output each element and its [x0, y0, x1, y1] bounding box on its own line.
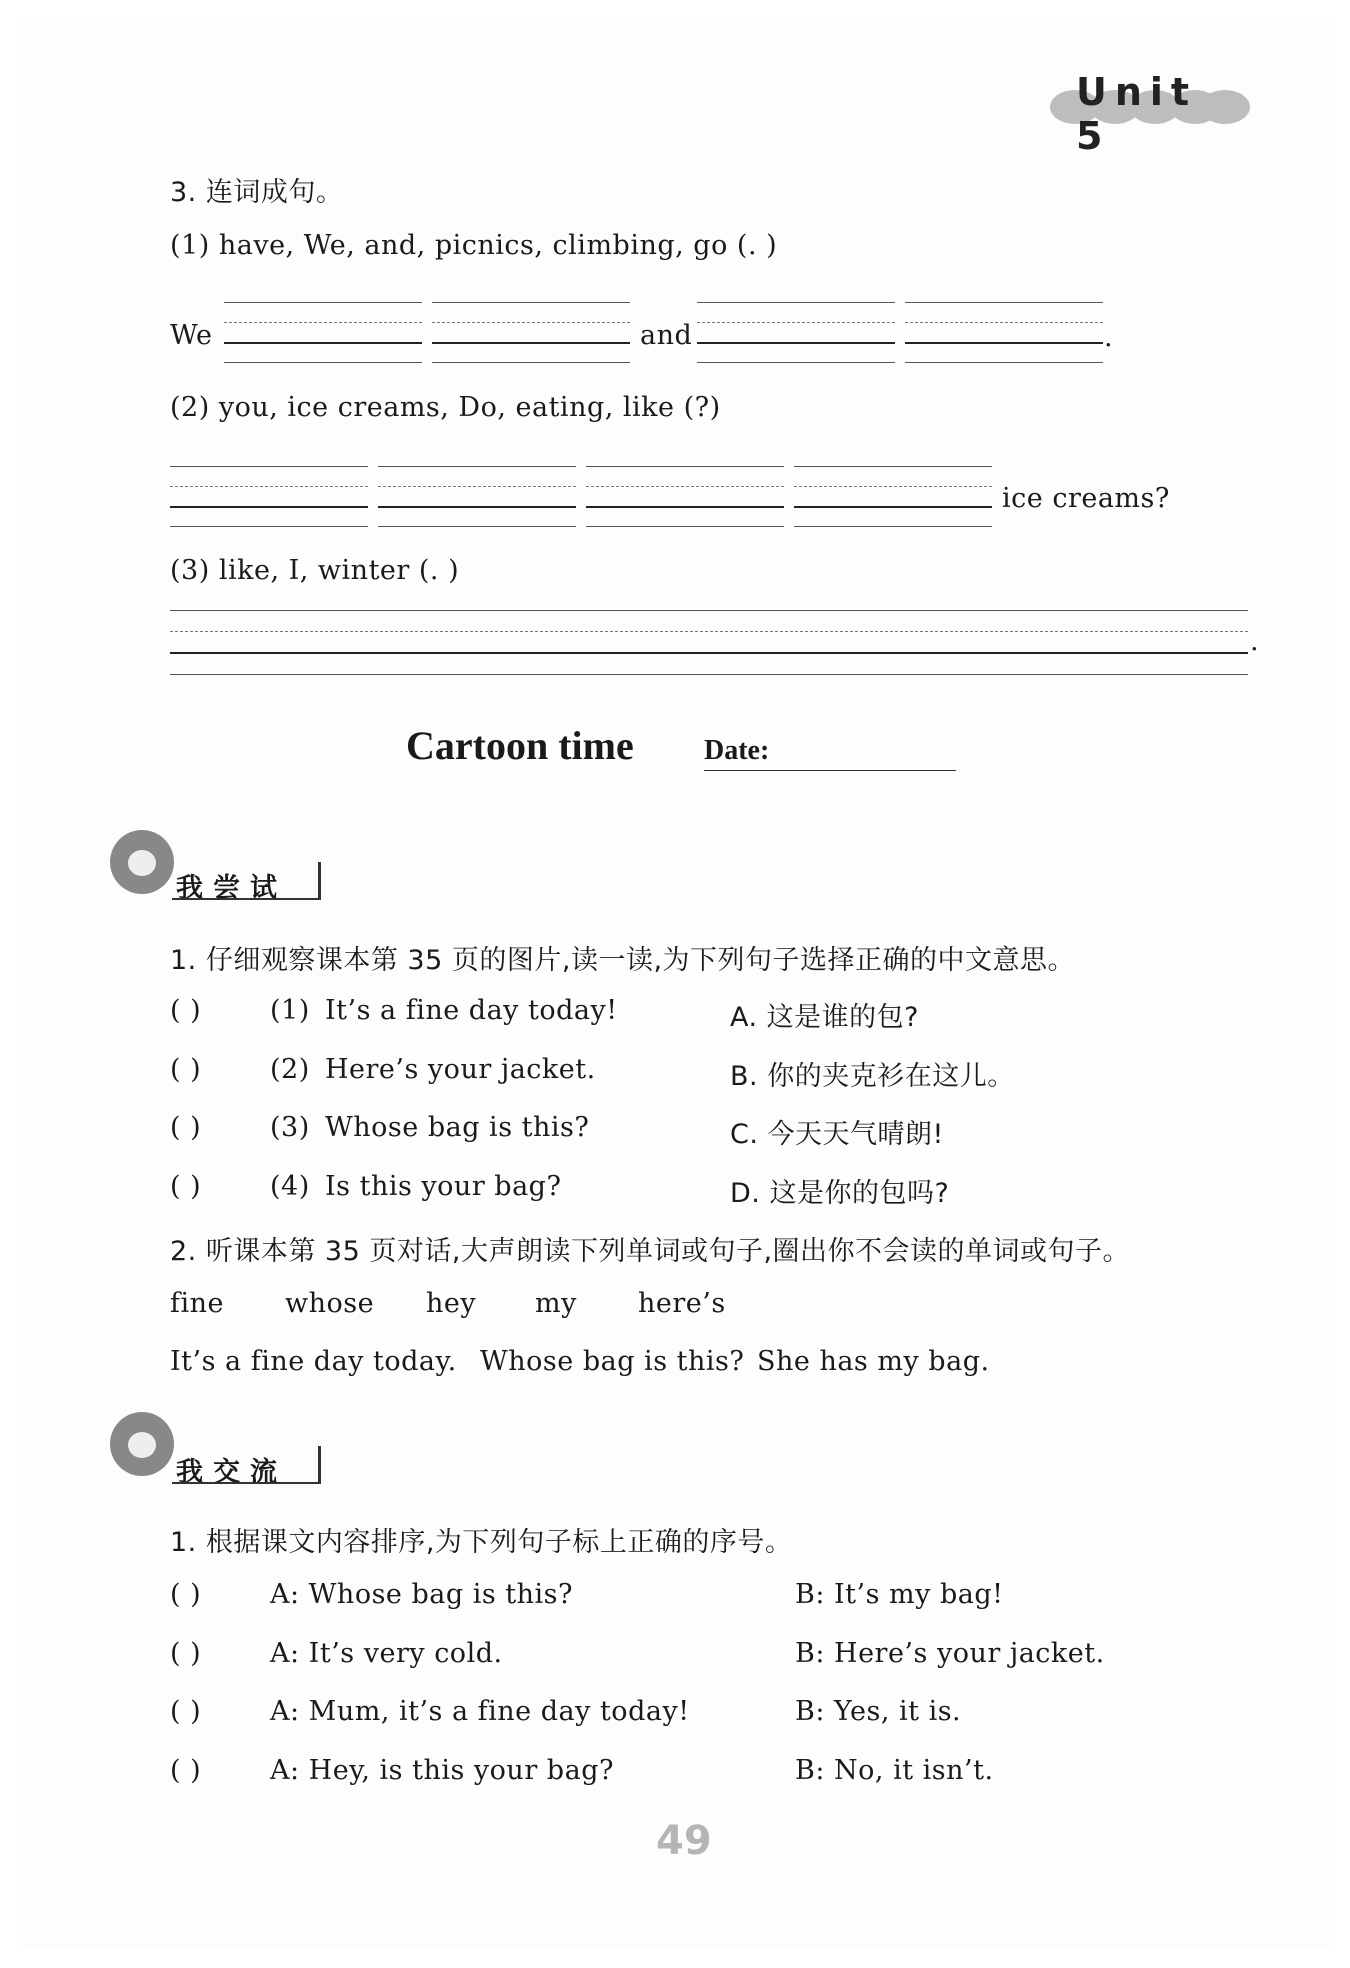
- answer-line[interactable]: [905, 302, 1103, 362]
- english-sentence: Is this your bag?: [325, 1171, 562, 1202]
- item-number: (3): [270, 1112, 310, 1143]
- word-item[interactable]: my: [535, 1288, 577, 1319]
- dialogue-b: B: Here’s your jacket.: [795, 1638, 1105, 1669]
- answer-bracket[interactable]: ( ): [170, 1755, 202, 1786]
- q3-item3-end: .: [1250, 626, 1260, 657]
- answer-line[interactable]: [224, 302, 422, 362]
- sentence-item[interactable]: It’s a fine day today.: [170, 1346, 457, 1377]
- dialogue-b: B: It’s my bag!: [795, 1579, 1004, 1610]
- chinese-option: A. 这是谁的包?: [730, 1002, 919, 1033]
- q3-item3-prompt: (3) like, I, winter (. ): [170, 555, 460, 586]
- word-item[interactable]: hey: [426, 1288, 477, 1319]
- date-label: Date:: [704, 735, 770, 766]
- q3-item1-end: .: [1104, 322, 1114, 353]
- unit-title: Unit 5: [1076, 70, 1198, 158]
- try-q1-title: 1. 仔细观察课本第 35 页的图片,读一读,为下列句子选择正确的中文意思。: [170, 945, 1076, 976]
- item-number: (2): [270, 1054, 310, 1085]
- chinese-option: C. 今天天气晴朗!: [730, 1119, 944, 1150]
- section-label-bar: [172, 1446, 321, 1484]
- q3-item2-prompt: (2) you, ice creams, Do, eating, like (?): [170, 392, 721, 423]
- answer-bracket[interactable]: ( ): [170, 1638, 202, 1669]
- english-sentence: It’s a fine day today!: [325, 995, 618, 1026]
- answer-line[interactable]: [794, 466, 992, 526]
- answer-bracket[interactable]: ( ): [170, 1112, 202, 1143]
- dialogue-a: A: Whose bag is this?: [270, 1579, 574, 1610]
- word-item[interactable]: whose: [285, 1288, 375, 1319]
- page-number: 49: [656, 1818, 712, 1864]
- cartoon-kids-icon: [110, 1412, 174, 1476]
- dialogue-a: A: Hey, is this your bag?: [270, 1755, 614, 1786]
- dialogue-b: B: Yes, it is.: [795, 1696, 962, 1727]
- section-title: Cartoon time: [406, 723, 634, 768]
- share-q1-title: 1. 根据课文内容排序,为下列句子标上正确的序号。: [170, 1527, 793, 1558]
- word-item[interactable]: fine: [170, 1288, 224, 1319]
- q3-title: 3. 连词成句。: [170, 177, 344, 208]
- chinese-option: B. 你的夹克衫在这儿。: [730, 1061, 1015, 1092]
- answer-line[interactable]: [170, 466, 368, 526]
- word-item[interactable]: here’s: [638, 1288, 726, 1319]
- item-number: (4): [270, 1171, 310, 1202]
- workbook-page: [18, 18, 1330, 1948]
- sentence-item[interactable]: She has my bag.: [757, 1346, 990, 1377]
- section-label-share: 我交流: [176, 1457, 287, 1488]
- english-sentence: Whose bag is this?: [325, 1112, 590, 1143]
- answer-bracket[interactable]: ( ): [170, 1696, 202, 1727]
- try-q2-title: 2. 听课本第 35 页对话,大声朗读下列单词或句子,圈出你不会读的单词或句子。: [170, 1236, 1131, 1267]
- q3-item1-start: We: [170, 320, 213, 351]
- section-label-bar: [172, 862, 321, 900]
- item-number: (1): [270, 995, 310, 1026]
- q3-item1-middle: and: [640, 320, 693, 351]
- dialogue-b: B: No, it isn’t.: [795, 1755, 994, 1786]
- sentence-item[interactable]: Whose bag is this?: [480, 1346, 745, 1377]
- answer-line[interactable]: [432, 302, 630, 362]
- cartoon-kid-icon: [110, 830, 174, 894]
- q3-item1-prompt: (1) have, We, and, picnics, climbing, go (. ): [170, 230, 778, 261]
- q3-item2-end: ice creams?: [1002, 483, 1170, 514]
- english-sentence: Here’s your jacket.: [325, 1054, 596, 1085]
- section-label-try: 我尝试: [176, 873, 287, 904]
- dialogue-a: A: It’s very cold.: [270, 1638, 503, 1669]
- answer-bracket[interactable]: ( ): [170, 995, 202, 1026]
- dialogue-a: A: Mum, it’s a fine day today!: [270, 1696, 690, 1727]
- unit-badge: [1050, 66, 1250, 158]
- chinese-option: D. 这是你的包吗?: [730, 1178, 950, 1209]
- answer-line-full[interactable]: [170, 610, 1248, 674]
- date-field[interactable]: [704, 770, 956, 771]
- answer-line[interactable]: [378, 466, 576, 526]
- answer-bracket[interactable]: ( ): [170, 1054, 202, 1085]
- answer-line[interactable]: [697, 302, 895, 362]
- answer-bracket[interactable]: ( ): [170, 1579, 202, 1610]
- answer-line[interactable]: [586, 466, 784, 526]
- answer-bracket[interactable]: ( ): [170, 1171, 202, 1202]
